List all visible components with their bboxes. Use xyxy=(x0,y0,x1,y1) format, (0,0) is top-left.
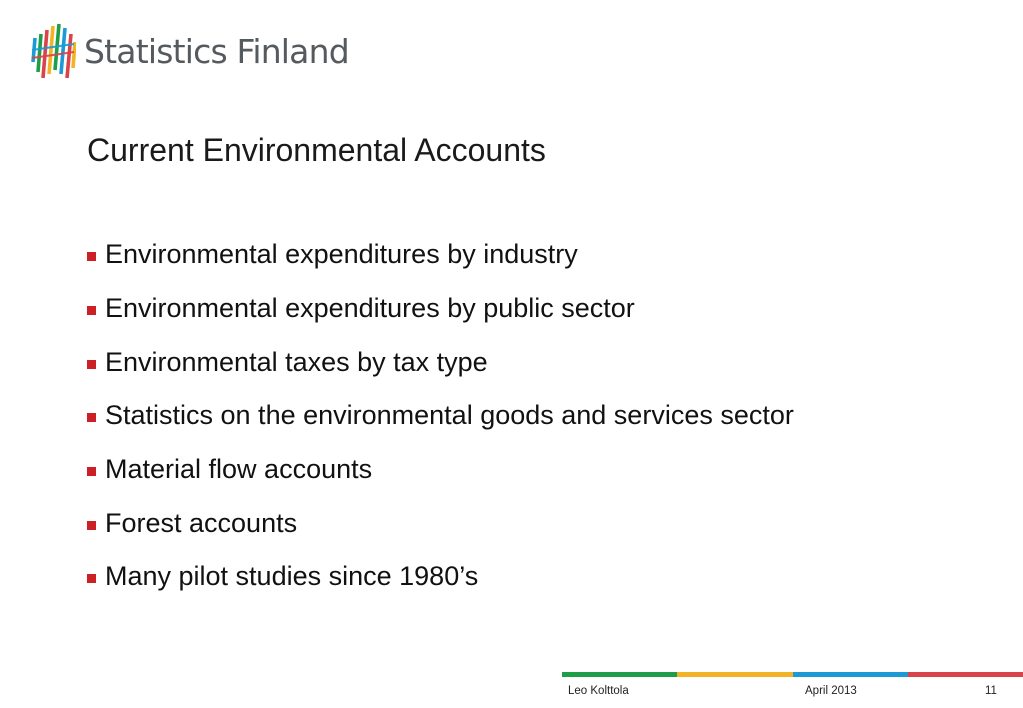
bullet-item xyxy=(87,443,794,497)
bullet-text: Statistics on the environmental goods and services sector xyxy=(105,400,794,431)
bullet-text: Forest accounts xyxy=(105,507,298,538)
footer-stripe-blue xyxy=(793,672,908,677)
bullet-item xyxy=(87,389,794,443)
slide-title: Current Environmental Accounts xyxy=(87,132,546,168)
logo-wordmark: Statistics Finland xyxy=(84,31,349,71)
square-bullet-icon xyxy=(87,467,96,476)
bullet-item xyxy=(87,228,794,282)
square-bullet-icon xyxy=(87,306,96,315)
bullet-text: Environmental taxes by tax type xyxy=(105,346,488,377)
bullet-list xyxy=(87,228,794,604)
square-bullet-icon xyxy=(87,252,96,261)
bullet-item xyxy=(87,282,794,336)
bullet-text: Material flow accounts xyxy=(105,454,373,485)
footer-stripe-red xyxy=(908,672,1023,677)
footer-stripe-green xyxy=(562,672,677,677)
bullet-text: Many pilot studies since 1980’s xyxy=(105,561,479,592)
bullet-item xyxy=(87,550,794,604)
footer-author: Leo Kolttola xyxy=(568,685,629,697)
square-bullet-icon xyxy=(87,360,96,369)
square-bullet-icon xyxy=(87,413,96,422)
footer-color-stripe xyxy=(562,672,1023,677)
statistics-finland-logo xyxy=(30,22,349,80)
footer-date: April 2013 xyxy=(805,685,857,697)
logo-mark-icon xyxy=(30,22,76,80)
bullet-text: Environmental expenditures by public sector xyxy=(105,293,635,324)
bullet-text: Environmental expenditures by industry xyxy=(105,239,578,270)
footer-page-number: 11 xyxy=(985,685,997,697)
square-bullet-icon xyxy=(87,574,96,583)
footer-stripe-yellow xyxy=(677,672,792,677)
square-bullet-icon xyxy=(87,521,96,530)
bullet-item xyxy=(87,496,794,550)
bullet-item xyxy=(87,335,794,389)
